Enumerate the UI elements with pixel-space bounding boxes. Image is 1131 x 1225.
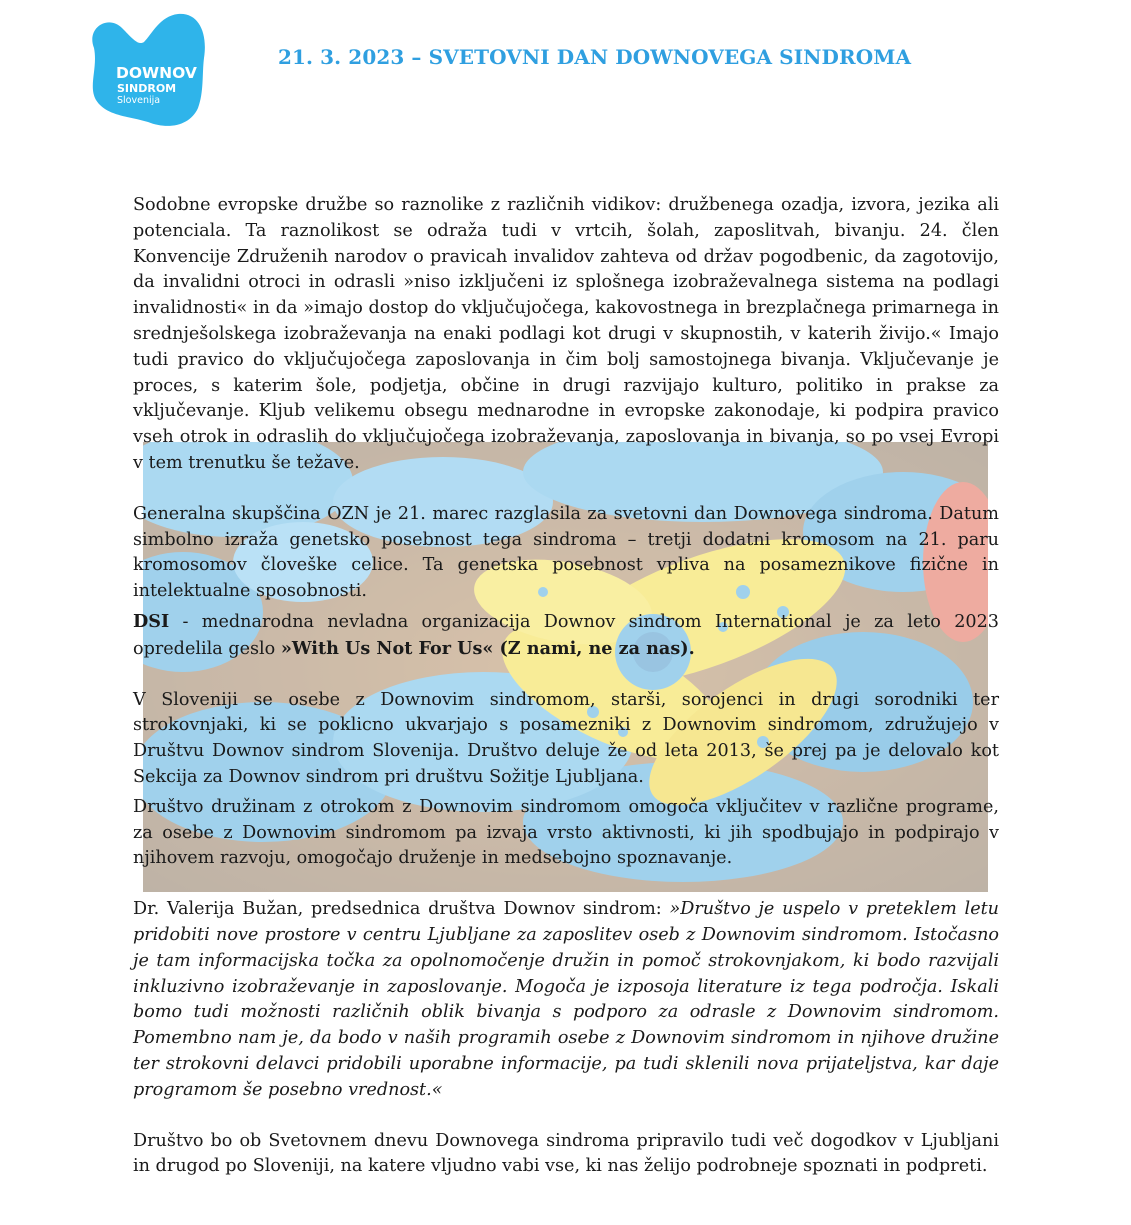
logo-blob-graphic: [86, 12, 208, 128]
motto-text: »With Us Not For Us« (Z nami, ne za nas).: [280, 637, 695, 659]
paragraph-events: Društvo bo ob Svetovnem dnevu Downovega sindroma pripravilo tudi več dogodkov v Ljubljani in drugod po Sloveniji, na katere vljudno vabi vse, ki nas želijo podrobneje spoznati in podpreti.: [133, 1130, 999, 1177]
paragraph-dsi-motto: [133, 609, 999, 663]
paragraph-president-quote: [133, 897, 999, 1103]
quote-intro: Dr. Valerija Bužan, predsednica društva Downov sindrom:: [133, 899, 670, 920]
quote-text: »Društvo je uspelo v preteklem letu pridobiti nove prostore v centru Ljubljane za zaposlitev oseb z Downovim sindromom. Istočasno je tam informacijska točka za opolnomočenje družin in pomoč strokovnjakom, ki bodo razvijali inkluzivno izobraževanje in zaposlovanje. Mogoča je izposoja literature iz tega področja. Iskali bomo tudi možnosti različnih oblik bivanja s podporo za odrasle z Downovim sindromom. Pomembno nam je, da bodo v naših programih osebe z Downovim sindromom in njihove družine ter strokovni delavci pridobili uporabne informacije, pa tudi sklenili nova prijateljstva, kar daje programom še posebno vrednost.«: [133, 899, 1000, 1100]
logo-line2: SINDROM: [117, 82, 177, 95]
logo-line1: DOWNOV: [116, 64, 197, 82]
paragraph-un-day: Generalna skupščina OZN je 21. marec razglasila za svetovni dan Downovega sindroma. Datum simbolno izraža genetsko posebnost tega sindroma – tretji dodatni kromosom na 21. paru kromosomov človeške celice. Ta genetska posebnost vpliva na posameznikove fizične in intelektualne sposobnosti.: [133, 503, 999, 602]
dsi-text: - mednarodna nevladna organizacija Downov sindrom International je za leto 2023 opredelila geslo: [133, 611, 999, 659]
paragraph-diversity: Sodobne evropske družbe so raznolike z različnih vidikov: družbenega ozadja, izvora, jezika ali potenciala. Ta raznolikost se odraža tudi v vrtcih, šolah, zaposlitvah, bivanju. 24. člen Konvencije Združenih narodov o pravicah invalidov zahteva od držav pogodbenic, da zagotovijo, da invalidni otroci in odrasli »niso izključeni iz splošnega izobraževalnega sistema na podlagi invalidnosti« in da »imajo dostop do vključujočega, kakovostnega in brezplačnega primarnega in srednješolskega izobraževanja na enaki podlagi kot drugi v skupnostih, v katerih živijo.« Imajo tudi pravico do vključujočega zaposlovanja in čim bolj samostojnega bivanja. Vključevanje je proces, s katerim šole, podjetja, občine in drugi razvijajo kulturo, politiko in prakse za vključevanje. Kljub velikemu obsegu mednarodne in evropske zakonodaje, ki podpira pravico vseh otrok in odraslih do vključujočega izobraževanja, zaposlovanja in bivanja, so po vsej Evropi v tem trenutku še težave.: [133, 195, 999, 473]
paragraph-slovenia-society: V Sloveniji se osebe z Downovim sindromom, starši, sorojenci in drugi sorodniki ter strokovnjaki, ki se poklicno ukvarjajo s posamezniki z Downovim sindromom, združujejo v Društvu Downov sindrom Slovenija. Društvo deluje že od leta 2013, še prej pa je delovalo kot Sekcija za Downov sindrom pri društvu Sožitje Ljubljana.: [133, 689, 999, 787]
dsi-label: DSI: [133, 610, 170, 632]
page-title: 21. 3. 2023 – SVETOVNI DAN DOWNOVEGA SINDROMA: [278, 45, 912, 69]
logo-line3: Slovenija: [117, 95, 161, 106]
downov-sindrom-logo: [86, 12, 208, 128]
article-body: [133, 193, 999, 1180]
paragraph-programs: Društvo družinam z otrokom z Downovim sindromom omogoča vključitev v različne programe, za osebe z Downovim sindromom pa izvaja vrsto aktivnosti, ki jih spodbujajo in podpirajo v njihovem razvoju, omogočajo druženje in medsebojno spoznavanje.: [133, 796, 999, 869]
